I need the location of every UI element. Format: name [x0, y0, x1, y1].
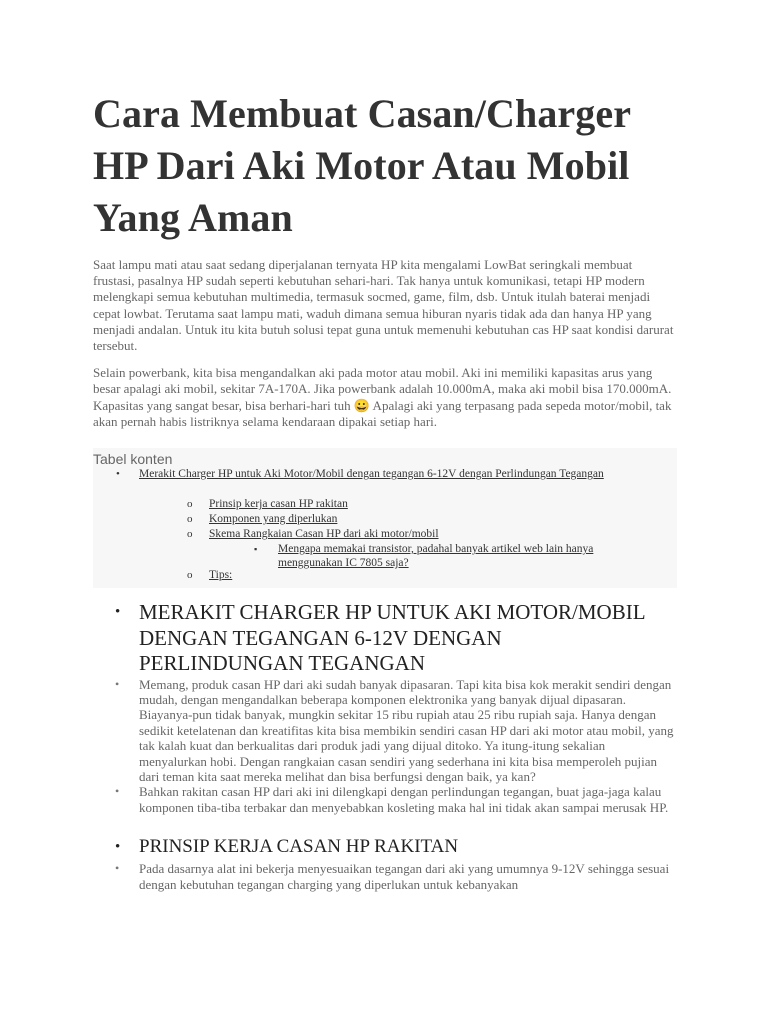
toc-bullet: o — [187, 513, 193, 526]
toc-bullet: • — [116, 468, 120, 481]
article — [93, 88, 675, 892]
section-paragraph: • Memang, produk casan HP dari aki sudah banyak dipasaran. Tapi kita bisa kok merakit sendiri dengan mudah, dengan mengandalkan beberapa komponen elektronika yang banyak dijual dipasaran. Biayanya-pun tidak banyak, mungkin sekitar 15 ribu rupiah atau 25 ribu rupiah saja. Hanya dengan sedikit ketelatenan dan kreatifitas kita bisa membikin sendiri casan HP dari aki motor atau mobil, yang tak kalah kuat dan berkualitas dari produk jadi yang dijual ditoko. Ya itung-itung sekalian menyalurkan hobi. Dengan rangkaian casan sendiri yang sederhana ini kita bisa memperoleh pujian dari teman kita saat mereka melihat dan bisa berfungsi dengan baik, ya kan? — [115, 676, 674, 784]
section-heading-text: PRINSIP KERJA CASAN HP RAKITAN — [139, 836, 459, 858]
section-bullet: • — [115, 604, 121, 621]
section-paragraph: • Bahkan rakitan casan HP dari aki ini dilengkapi dengan perlindungan tegangan, buat jaga-jaga kalau komponen tiba-tiba terbakar dan menyebabkan kosleting maka hal ini tidak akan sampai merusak HP. — [115, 784, 669, 815]
toc-link[interactable]: Komponen yang diperlukan — [209, 513, 338, 526]
toc-bullet: o — [187, 498, 193, 511]
section-heading — [115, 600, 659, 677]
toc-item — [187, 513, 649, 527]
toc-link[interactable]: Skema Rangkaian Casan HP dari aki motor/mobil — [209, 528, 439, 541]
toc-bullet: o — [187, 569, 193, 582]
intro-paragraph: Selain powerbank, kita bisa mengandalkan aki pada motor atau mobil. Aki ini memiliki kapasitas arus yang besar apalagi aki mobil, sekitar 7A-170A. Jika powerbank adalah 10.000mA, maka aki mobil bisa 170.000mA. Kapasitas yang sangat besar, bisa berhari-hari tuh 😀 Apalagi aki yang terpasang pada sepeda motor/mobil, tak akan pernah habis listriknya selama kendaraan dipakai setiap hari. — [93, 365, 672, 429]
section-bullet: • — [115, 839, 121, 856]
article-title: Cara Membuat Casan/Charger HP Dari Aki Motor Atau Mobil Yang Aman — [93, 91, 631, 240]
toc-title: Tabel konten — [93, 451, 173, 468]
paragraph-bullet: • — [115, 861, 120, 876]
toc-link[interactable]: Merakit Charger HP untuk Aki Motor/Mobil dengan tegangan 6-12V dengan Perlindungan Tegangan — [139, 468, 604, 481]
table-of-contents — [93, 448, 677, 588]
toc-item — [187, 528, 649, 542]
toc-item — [116, 468, 639, 482]
paragraph-bullet: • — [115, 676, 120, 691]
toc-item — [254, 543, 618, 570]
section-heading-text: MERAKIT CHARGER HP UNTUK AKI MOTOR/MOBIL DENGAN TEGANGAN 6-12V DENGAN PERLINDUNGAN TEGANGAN — [139, 600, 645, 676]
toc-link[interactable]: Mengapa memakai transistor, padahal banyak artikel web lain hanya menggunakan IC 7805 saja? — [278, 543, 594, 569]
section-heading — [115, 835, 659, 859]
intro-paragraph: Saat lampu mati atau saat sedang diperjalanan ternyata HP kita mengalami LowBat seringkali membuat frustasi, pasalnya HP sudah seperti kebutuhan sehari-hari. Tak hanya untuk komunikasi, tetapi HP modern melengkapi semua kebutuhan multimedia, termasuk socmed, game, film, dsb. Untuk itulah baterai menjadi cepat lowbat. Terutama saat lampu mati, waduh dimana semua hiburan nyaris tidak ada dan hanya HP yang menjadi andalan. Untuk itu kita butuh solusi tepat guna untuk memenuhi kebutuhan cas HP saat kondisi darurat tersebut. — [93, 257, 674, 354]
paragraph-bullet: • — [115, 784, 120, 799]
toc-item — [187, 498, 649, 512]
toc-bullet: ▪ — [254, 544, 258, 555]
toc-link[interactable]: Tips: — [209, 569, 233, 582]
toc-item — [187, 569, 649, 583]
toc-link[interactable]: Prinsip kerja casan HP rakitan — [209, 498, 348, 511]
section-paragraph: • Pada dasarnya alat ini bekerja menyesuaikan tegangan dari aki yang umumnya 9-12V sehingga sesuai dengan kebutuhan tegangan charging yang diperlukan untuk kebanyakan — [115, 861, 670, 892]
toc-bullet: o — [187, 528, 193, 541]
